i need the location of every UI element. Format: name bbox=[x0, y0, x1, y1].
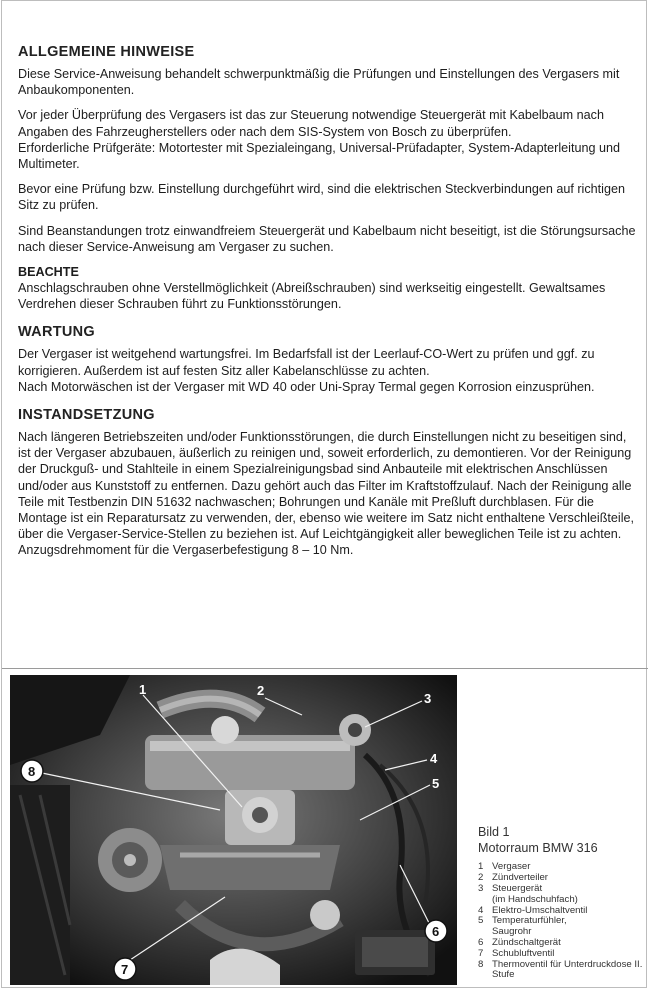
paragraph: Nach längeren Betriebszeiten und/oder Funktionsstörungen, die durch Einstellungen nicht zu beseitigen sind, ist der Vergaser abzubauen, äußerlich zu reinigen und, soweit erforderlich, zu demontieren. Vor der Reinigung der Druckguß- und Stahlteile in einem Spezialreinigungsbad sind Anbauteile mit elektrischen Anschlüssen und/oder aus Kunststoff zu entfernen. Dazu gehört auch das Filter im Kraftstoffzulauf. Nach der Reinigung alle Teile mit Testbenzin DIN 51632 nachwaschen; Bohrungen und Kanäle mit Preßluft durchblasen. Für die Montage ist ein Reparatursatz zu verwenden, der, ebenso wie weitere im Satz nicht enthaltene Verschleißteile, über die Vergaser-Service-Stellen zu beziehen ist. Auf Leichtgängigkeit aller beweglichen Teile ist zu achten. bbox=[18, 430, 635, 542]
callout-3-label: 3 bbox=[424, 691, 432, 706]
callout-6-label: 6 bbox=[432, 924, 440, 939]
figure-title: Bild 1 bbox=[478, 825, 510, 839]
heading-instandsetzung: INSTANDSETZUNG bbox=[18, 407, 155, 424]
callout-2-label: 2 bbox=[257, 683, 265, 698]
heading-wartung: WARTUNG bbox=[18, 324, 96, 341]
heading-allgemeine-hinweise: ALLGEMEINE HINWEISE bbox=[18, 44, 195, 60]
document-body bbox=[18, 44, 636, 559]
legend-item: 8 Thermoventil für Unterdruckdose II. Stufe bbox=[478, 958, 643, 981]
engine-bay-photo bbox=[10, 675, 457, 985]
callout-4-label: 4 bbox=[430, 751, 438, 766]
paragraph: Anschlagschrauben ohne Verstellmöglichkeit (Abreißschrauben) sind werkseitig eingestellt. Gewaltsames Verdrehen dieser Schrauben führt zu Funktionsstörungen. bbox=[18, 281, 606, 312]
paragraph: Sind Beanstandungen trotz einwandfreiem Steuergerät und Kabelbaum nicht beseitigt, ist die Störungsursache nach dieser Service-Anweisung am Vergaser zu suchen. bbox=[18, 223, 636, 254]
figure-caption bbox=[478, 824, 643, 981]
callout-7-label: 7 bbox=[121, 962, 129, 977]
legend-item: 3 Steuergerät (im Handschuhfach) bbox=[478, 883, 578, 905]
paragraph: Nach Motorwäschen ist der Vergaser mit WD 40 oder Uni-Spray Termal gegen Korrosion einzusprühen. bbox=[18, 379, 595, 394]
legend-item: 5 Temperaturfühler, Saugrohr bbox=[478, 915, 567, 938]
paragraph: Erforderliche Prüfgeräte: Motortester mit Spezialeingang, Universal-Prüfadapter, System-Adapterleitung und Multimeter. bbox=[18, 140, 621, 172]
legend-item: 7 Schubluftventil bbox=[478, 947, 555, 959]
callout-1-label: 1 bbox=[139, 682, 147, 697]
paragraph: Diese Service-Anweisung behandelt schwerpunktmäßig die Prüfungen und Einstellungen des Vergasers mit Anbaukomponenten. bbox=[18, 67, 620, 98]
callout-5-label: 5 bbox=[432, 776, 440, 791]
figure-subtitle: Motorraum BMW 316 bbox=[478, 841, 598, 856]
subheading-beachte: BEACHTE bbox=[18, 265, 79, 280]
legend-item: 6 Zündschaltgerät bbox=[478, 936, 561, 948]
paragraph: Bevor eine Prüfung bzw. Einstellung durchgeführt wird, sind die elektrischen Steckverbindungen auf richtigen Sitz zu prüfen. bbox=[18, 182, 625, 213]
legend-item: 2 Zündverteiler bbox=[478, 872, 548, 884]
paragraph: Vor jeder Überprüfung des Vergasers ist das zur Steuerung notwendige Steuergerät mit Kabelbaum nach Angaben des Fahrzeugherstellers oder nach dem SIS-System von Bosch zu überprüfen. bbox=[18, 108, 604, 139]
paragraph: Der Vergaser ist weitgehend wartungsfrei. Im Bedarfsfall ist der Leerlauf-CO-Wert zu prüfen und ggf. zu korrigieren. Außerdem ist auf festen Sitz aller Kabelanschlüsse zu achten. bbox=[18, 347, 595, 378]
section-divider bbox=[2, 668, 648, 669]
paragraph: Anzugsdrehmoment für die Vergaserbefestigung 8 – 10 Nm. bbox=[18, 543, 354, 558]
legend-item: 1 Vergaser bbox=[478, 861, 531, 873]
callout-8-label: 8 bbox=[28, 764, 36, 779]
figure-legend bbox=[478, 862, 643, 981]
legend-item: 4 Elektro-Umschaltventil bbox=[478, 904, 588, 916]
